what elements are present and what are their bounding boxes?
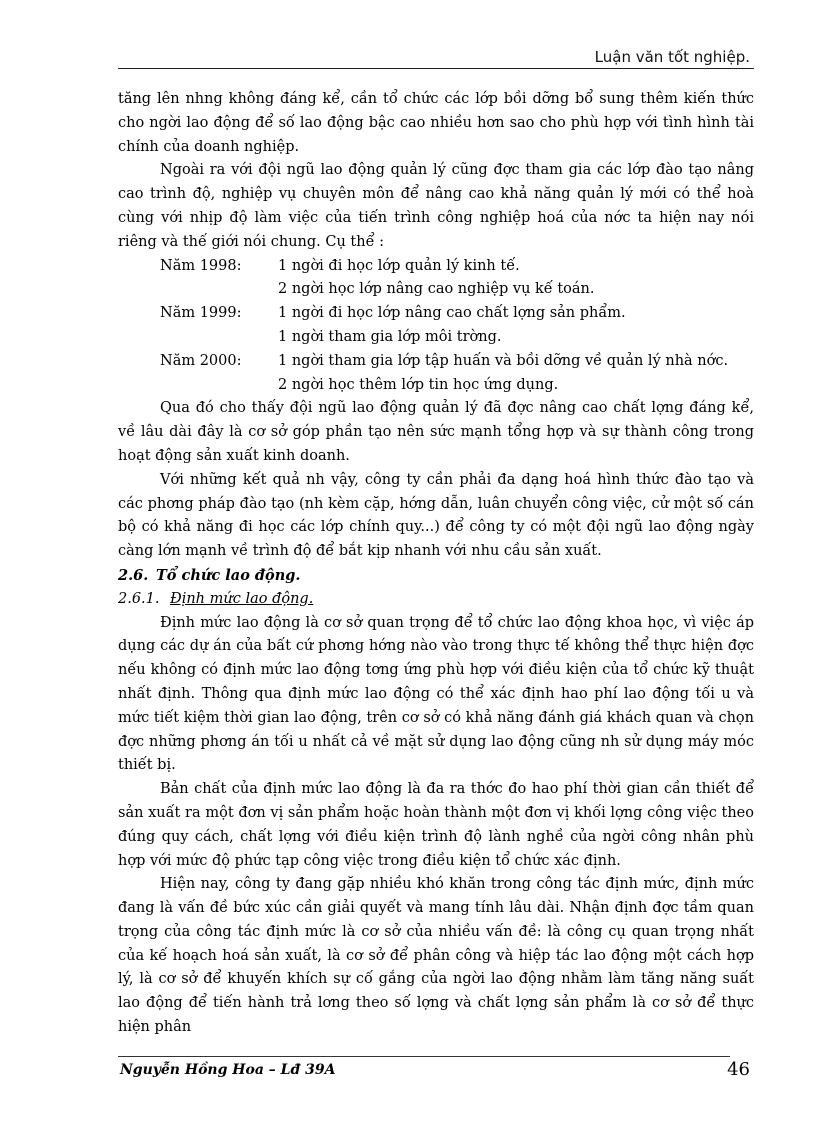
training-item: 1 ngời tham gia lớp tập huấn và bồi dỡng về quản lý nhà nớc. [278,352,729,369]
footer-divider [118,1056,730,1057]
training-year-row [118,350,754,398]
subsection-title: Định mức lao động. [170,590,314,607]
section-number: 2.6. [118,566,149,584]
training-items [278,255,754,303]
section-title: Tổ chức lao động. [156,566,301,584]
training-item: 1 ngời đi học lớp quản lý kinh tế. [278,257,520,274]
training-year: Năm 1999: [160,305,242,322]
training-item: 2 ngời học lớp nâng cao nghiệp vụ kế toán. [278,281,595,298]
header-divider [118,68,754,69]
training-items [278,350,754,398]
document-body [118,88,754,1040]
training-year-row [118,255,754,303]
paragraph: Định mức lao động là cơ sở quan trọng để tổ chức lao động khoa học, vì việc áp dụng các dự án của bất cứ phơng hớng nào vào trong thực tế không thể thực hiện đợc nếu không có định mức lao động tơng ứng phù hợp với điều kiện của tổ chức kỹ thuật nhất định. Thông qua định mức lao động có thể xác định hao phí lao động tối u và mức tiết kiệm thời gian lao động, trên cơ sở có khả năng đánh giá khách quan và chọn đợc những phơng án tối u nhất cả về mặt sử dụng lao động cũng nh sử dụng máy móc thiết bị. [118,614,754,774]
paragraph: tăng lên nhng không đáng kể, cần tổ chức các lớp bồi dỡng bổ sung thêm kiến thức cho ngời lao động để số lao động bậc cao nhiều hơn sao cho phù hợp với tình hình tài chính của doanh nghiệp. [118,91,754,155]
subsection-number: 2.6.1. [118,590,160,607]
paragraph: Hiện nay, công ty đang gặp nhiều khó khăn trong công tác định mức, định mức đang là vấn đề bức xúc cần giải quyết và mang tính lâu dài. Nhận định đợc tầm quan trọng của công tác định mức là cơ sở của nhiều vấn đề: là công cụ quan trọng nhất của kế hoạch hoá sản xuất, là cơ sở để phân công và hiệp tác lao động một cách hợp lý, là cơ sở để khuyến khích sự cố gắng của ngời lao động nhằm làm tăng năng suất lao động để tiến hành trả lơng theo số lợng và chất lợng sản phẩm là cơ sở để thực hiện phân [118,876,754,1036]
training-item: 2 ngời học thêm lớp tin học ứng dụng. [278,376,559,393]
training-items [278,302,754,350]
paragraph: Qua đó cho thấy đội ngũ lao động quản lý đã đợc nâng cao chất lợng đáng kể, về lâu dài đây là cơ sở góp phần tạo nên sức mạnh tổng hợp và sự thành công trong hoạt động sản xuất kinh doanh. [118,400,754,464]
page-number: 46 [727,1059,750,1080]
training-item: 1 ngời tham gia lớp môi trờng. [278,328,502,345]
training-year: Năm 1998: [160,257,242,274]
section-heading [118,564,754,588]
training-item: 1 ngời đi học lớp nâng cao chất lợng sản phẩm. [278,305,626,322]
paragraph: Ngoài ra với đội ngũ lao động quản lý cũng đợc tham gia các lớp đào tạo nâng cao trình độ, nghiệp vụ chuyên môn để nâng cao khả năng quản lý mới có thể hoà cùng với nhịp độ làm việc của tiến trình công nghiệp hoá của nớc ta hiện nay nói riêng và thế giới nói chung. Cụ thể : [118,162,754,250]
training-list [118,255,754,398]
paragraph: Với những kết quả nh vậy, công ty cần phải đa dạng hoá hình thức đào tạo và các phơng pháp đào tạo (nh kèm cặp, hớng dẫn, luân chuyển công việc, cử một số cán bộ có khả năng đi học các lớp chính quy...) để công ty có một đội ngũ lao động ngày càng lớn mạnh về trình độ để bắt kịp nhanh với nhu cầu sản xuất. [118,471,754,560]
paragraph: Bản chất của định mức lao động là đa ra thớc đo hao phí thời gian cần thiết để sản xuất ra một đơn vị sản phẩm hoặc hoàn thành một đơn vị khối lợng công việc theo đúng quy cách, chất lợng với điều kiện trình độ lành nghề của ngời công nhân phù hợp với mức độ phức tạp công việc trong điều kiện tổ chức xác định. [118,781,754,869]
training-year-row [118,302,754,350]
page-header-title: Luận văn tốt nghiệp. [594,48,750,66]
training-year: Năm 2000: [160,352,242,369]
subsection-heading [118,588,754,612]
footer-author: Nguyễn Hồng Hoa – Lđ 39A [120,1062,336,1078]
